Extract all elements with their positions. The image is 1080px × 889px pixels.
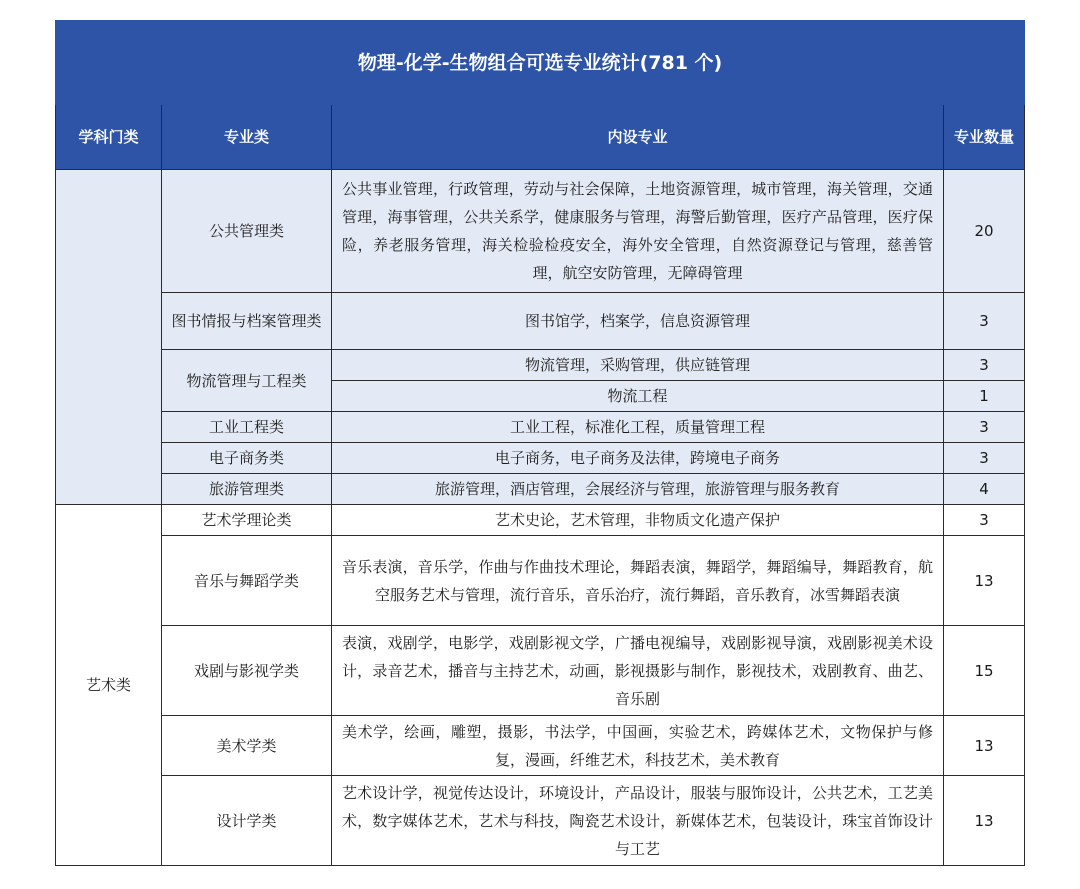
category-cell: 艺术学理论类 (162, 505, 332, 536)
majors-cell: 图书馆学，档案学，信息资源管理 (332, 293, 944, 350)
header-category: 专业类 (162, 105, 332, 170)
table-row (56, 474, 1025, 505)
header-majors: 内设专业 (332, 105, 944, 170)
category-cell: 设计学类 (162, 776, 332, 866)
category-cell: 工业工程类 (162, 412, 332, 443)
category-cell: 戏剧与影视学类 (162, 626, 332, 716)
table-row (56, 293, 1025, 350)
count-cell: 20 (944, 170, 1025, 293)
table-row (56, 443, 1025, 474)
table-title: 物理-化学-生物组合可选专业统计(781 个) (56, 21, 1025, 105)
header-discipline: 学科门类 (56, 105, 162, 170)
count-cell: 4 (944, 474, 1025, 505)
table-row (56, 505, 1025, 536)
count-cell: 3 (944, 293, 1025, 350)
majors-cell: 艺术史论，艺术管理，非物质文化遗产保护 (332, 505, 944, 536)
header-row (56, 105, 1025, 170)
majors-cell: 工业工程，标准化工程，质量管理工程 (332, 412, 944, 443)
discipline-cell-arts: 艺术类 (56, 505, 162, 866)
count-cell: 13 (944, 776, 1025, 866)
count-cell: 3 (944, 350, 1025, 381)
count-cell: 15 (944, 626, 1025, 716)
major-statistics-table (55, 20, 1025, 866)
count-cell: 1 (944, 381, 1025, 412)
category-cell: 电子商务类 (162, 443, 332, 474)
count-cell: 3 (944, 505, 1025, 536)
majors-cell: 表演，戏剧学，电影学，戏剧影视文学，广播电视编导，戏剧影视导演，戏剧影视美术设计，录音艺术，播音与主持艺术，动画，影视摄影与制作，影视技术，戏剧教育、曲艺、音乐剧 (332, 626, 944, 716)
majors-cell: 物流工程 (332, 381, 944, 412)
table-row (56, 626, 1025, 716)
category-cell: 美术学类 (162, 716, 332, 776)
major-statistics-sheet (55, 20, 1024, 866)
count-cell: 3 (944, 412, 1025, 443)
category-cell: 物流管理与工程类 (162, 350, 332, 412)
table-row (56, 350, 1025, 381)
count-cell: 13 (944, 536, 1025, 626)
category-cell: 公共管理类 (162, 170, 332, 293)
majors-cell: 艺术设计学，视觉传达设计，环境设计，产品设计，服装与服饰设计，公共艺术，工艺美术，数字媒体艺术，艺术与科技，陶瓷艺术设计，新媒体艺术，包装设计，珠宝首饰设计与工艺 (332, 776, 944, 866)
majors-cell: 物流管理，采购管理，供应链管理 (332, 350, 944, 381)
discipline-cell-management (56, 170, 162, 505)
majors-cell: 公共事业管理，行政管理，劳动与社会保障，土地资源管理，城市管理，海关管理，交通管理，海事管理，公共关系学，健康服务与管理，海警后勤管理，医疗产品管理，医疗保险，养老服务管理，海关检验检疫安全，海外安全管理，自然资源登记与管理，慈善管理，航空安防管理，无障碍管理 (332, 170, 944, 293)
table-row (56, 170, 1025, 293)
majors-cell: 旅游管理，酒店管理，会展经济与管理，旅游管理与服务教育 (332, 474, 944, 505)
majors-cell: 音乐表演，音乐学，作曲与作曲技术理论，舞蹈表演，舞蹈学，舞蹈编导，舞蹈教育，航空服务艺术与管理，流行音乐，音乐治疗，流行舞蹈，音乐教育，冰雪舞蹈表演 (332, 536, 944, 626)
category-cell: 旅游管理类 (162, 474, 332, 505)
category-cell: 图书情报与档案管理类 (162, 293, 332, 350)
table-row (56, 536, 1025, 626)
title-row (56, 21, 1025, 105)
table-row (56, 716, 1025, 776)
table-row (56, 412, 1025, 443)
header-count: 专业数量 (944, 105, 1025, 170)
majors-cell: 美术学，绘画，雕塑，摄影，书法学，中国画，实验艺术，跨媒体艺术，文物保护与修复，漫画，纤维艺术，科技艺术，美术教育 (332, 716, 944, 776)
table-row (56, 776, 1025, 866)
count-cell: 3 (944, 443, 1025, 474)
count-cell: 13 (944, 716, 1025, 776)
category-cell: 音乐与舞蹈学类 (162, 536, 332, 626)
majors-cell: 电子商务，电子商务及法律，跨境电子商务 (332, 443, 944, 474)
